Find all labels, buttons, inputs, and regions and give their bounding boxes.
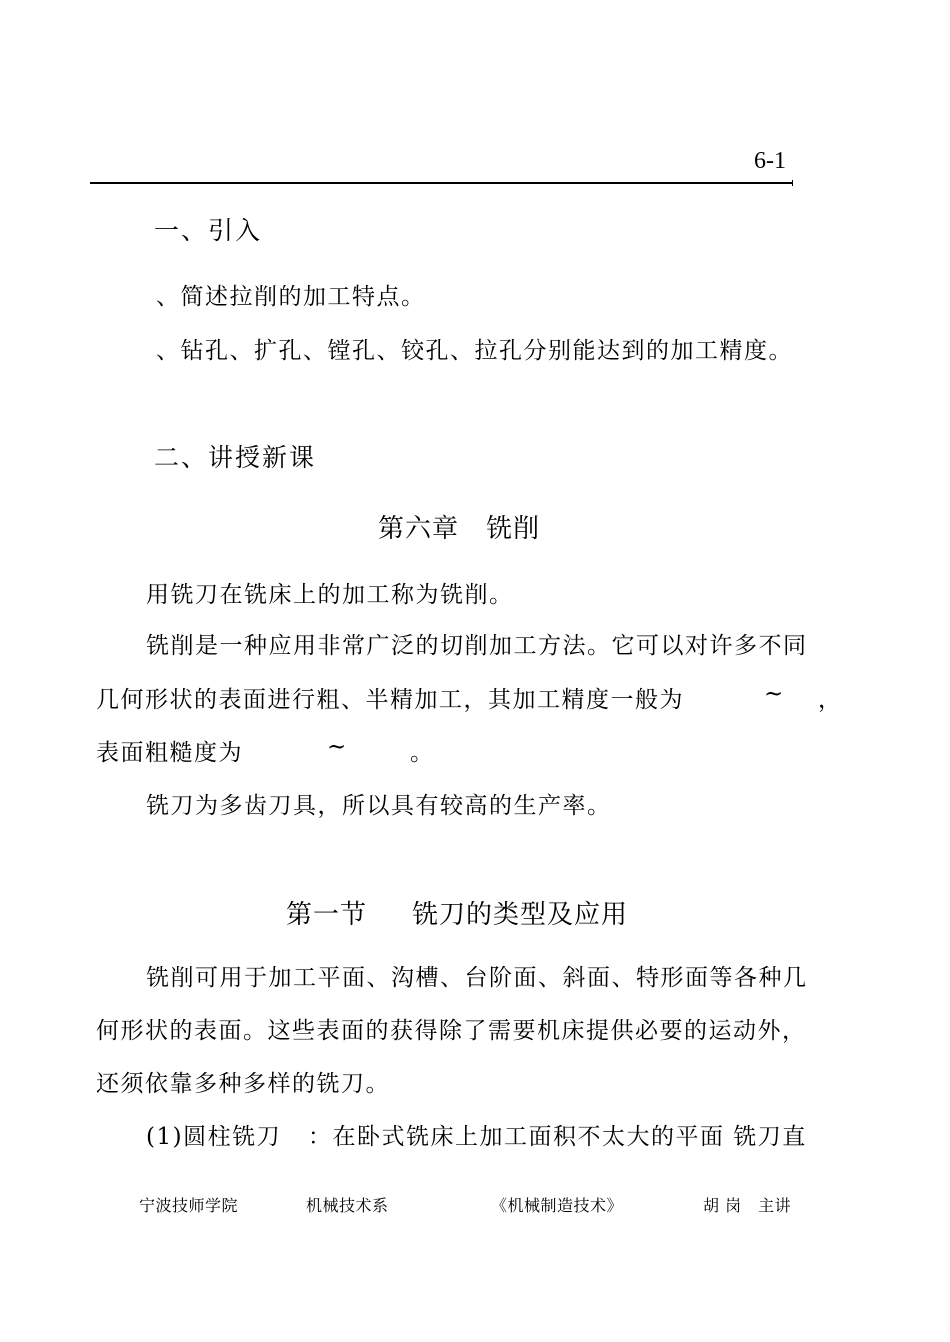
footer-school: 宁波技师学院 [139,1196,239,1215]
paragraph-3: 铣刀为多齿刀具，所以具有较高的生产率。 [146,793,612,819]
lesson-heading: 二、讲授新课 [154,443,317,472]
precision-range-tilde: ~ [764,681,785,707]
paragraph-2-line-3: 表面粗糙度为 [96,740,243,766]
footer-department: 机械技术系 [306,1196,389,1215]
paragraph-2-line-2: 几何形状的表面进行粗、半精加工，其加工精度一般为 [96,687,684,713]
section-1-line-2: 何形状的表面。这些表面的获得除了需要机床提供必要的运动外， [96,1018,807,1044]
section-1-line-1: 铣削可用于加工平面、沟槽、台阶面、斜面、特形面等各种几 [146,965,808,991]
page-number: 6-1 [754,148,786,174]
footer-course: 《机械制造技术》 [491,1196,624,1215]
paragraph-2-line-1: 铣削是一种应用非常广泛的切削加工方法。它可以对许多不同 [146,633,808,659]
intro-heading: 一、引入 [154,216,263,245]
section-1-line-3: 还须依靠多种多样的铣刀。 [96,1071,390,1097]
footer-lecturer: 胡 岗 主讲 [703,1196,792,1215]
paragraph-1: 用铣刀在铣床上的加工称为铣削。 [146,582,514,608]
item-1-text: ：在卧式铣床上加工面积不太大的平面 铣刀直 [308,1124,807,1150]
item-1-label: (1)圆柱铣刀 [146,1124,282,1150]
chapter-title: 第六章 铣削 [378,514,541,544]
intro-item-2: 、钻孔、扩孔、镗孔、铰孔、拉孔分别能达到的加工精度。 [156,338,793,364]
precision-range-comma: ， [818,687,843,713]
section-title-number: 第一节 [286,900,368,930]
intro-item-1: 、简述拉削的加工特点。 [156,284,426,310]
header-rule [90,182,792,184]
header-rule-tick [792,180,793,186]
roughness-range-period: 。 [410,740,435,766]
section-title-text: 铣刀的类型及应用 [412,900,629,930]
roughness-range-tilde: ~ [327,734,348,760]
